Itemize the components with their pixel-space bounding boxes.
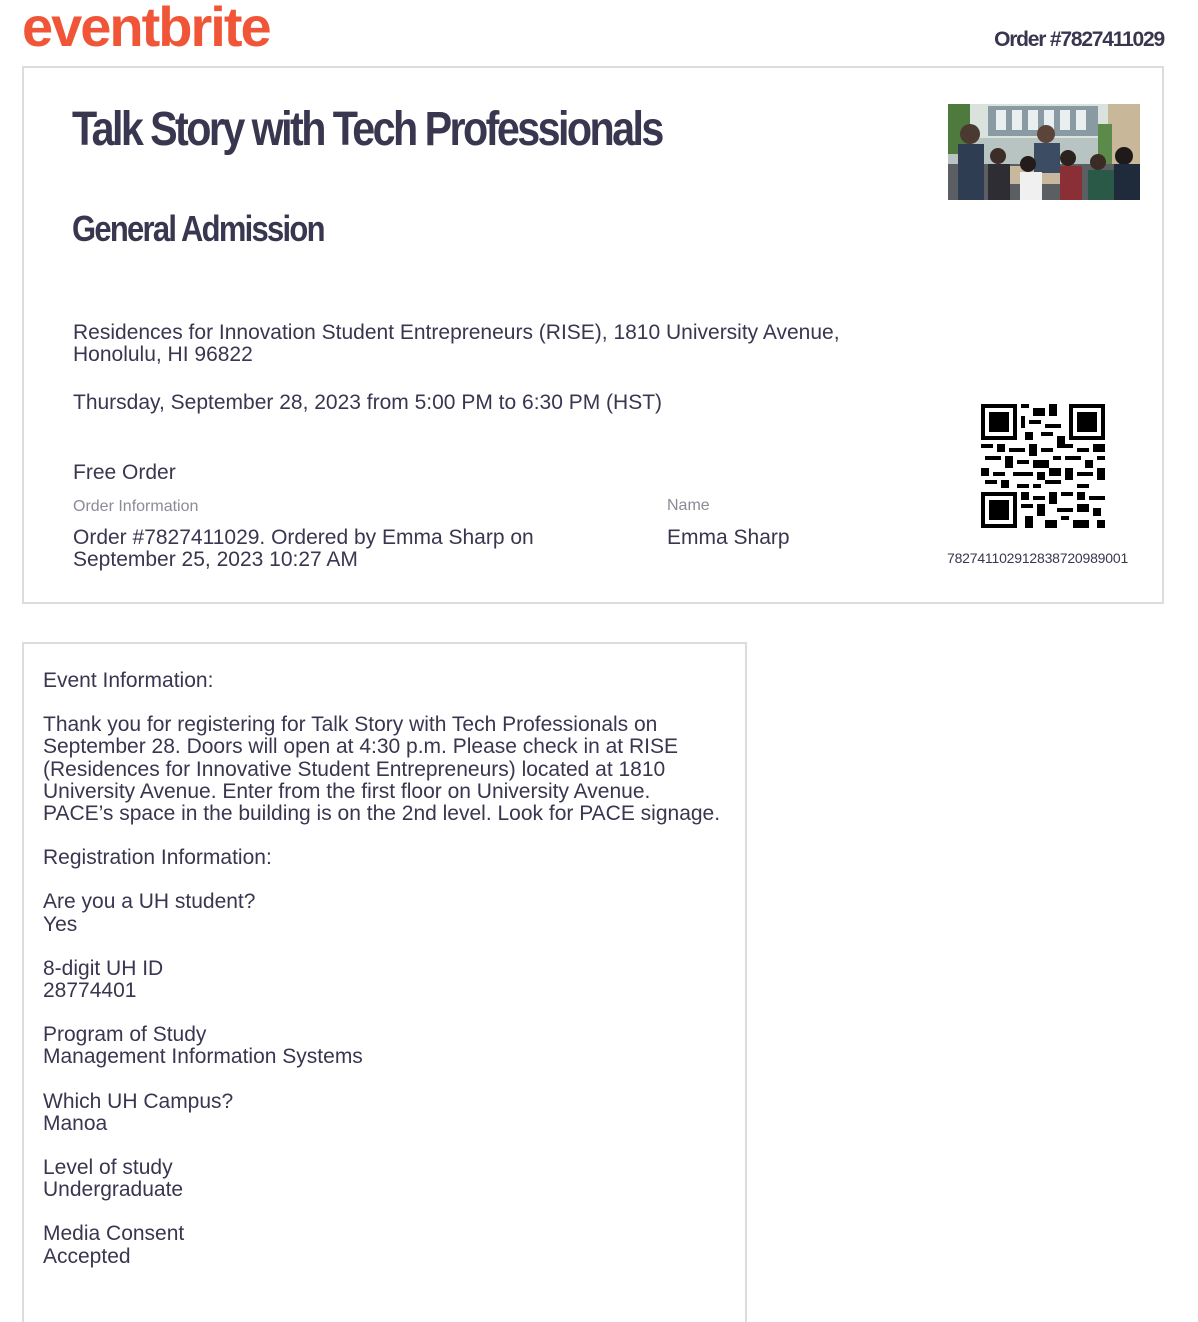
registration-answer: 28774401 bbox=[43, 979, 137, 1003]
registration-item bbox=[43, 1024, 723, 1068]
qr-code-icon bbox=[981, 404, 1105, 528]
registration-answer: Undergraduate bbox=[43, 1178, 184, 1202]
registration-item bbox=[43, 1091, 723, 1135]
ticket-card bbox=[22, 66, 1164, 604]
header-order-number: Order #7827411029 bbox=[994, 28, 1164, 51]
attendee-name: Emma Sharp bbox=[667, 526, 790, 549]
event-info-heading: Event Information: bbox=[43, 669, 214, 692]
event-title: Talk Story with Tech Professionals bbox=[72, 103, 662, 156]
registration-answer: Manoa bbox=[43, 1111, 108, 1135]
event-information-panel bbox=[22, 642, 747, 1322]
registration-item bbox=[43, 1223, 723, 1267]
event-address: Residences for Innovation Student Entrepreneurs (RISE), 1810 University Avenue, Honolulu, HI 96822 bbox=[73, 321, 840, 366]
eventbrite-logo[interactable]: eventbrite bbox=[22, 0, 270, 58]
order-type: Free Order bbox=[73, 461, 176, 484]
registration-question: Program of Study bbox=[43, 1023, 207, 1047]
name-label: Name bbox=[667, 497, 710, 514]
event-datetime: Thursday, September 28, 2023 from 5:00 PM to 6:30 PM (HST) bbox=[73, 391, 663, 414]
order-info-text: Order #7827411029. Ordered by Emma Sharp on September 25, 2023 10:27 AM bbox=[73, 526, 534, 571]
registration-item bbox=[43, 891, 723, 935]
registration-question: Are you a UH student? bbox=[43, 890, 256, 914]
event-photo-icon bbox=[948, 104, 1140, 200]
registration-item bbox=[43, 958, 723, 1002]
registration-question: 8-digit UH ID bbox=[43, 956, 164, 980]
ticket-type: General Admission bbox=[72, 208, 324, 249]
order-info-label: Order Information bbox=[73, 498, 199, 515]
registration-question: Media Consent bbox=[43, 1222, 185, 1246]
barcode-number: 782741102912838720989001 bbox=[947, 550, 1129, 566]
registration-item bbox=[43, 1157, 723, 1201]
registration-question: Which UH Campus? bbox=[43, 1089, 234, 1113]
registration-answer: Accepted bbox=[43, 1244, 131, 1268]
event-description: Thank you for registering for Talk Story with Tech Professionals on September 28. Doors will open at 4:30 p.m. Please check in at RISE (Residences for Innovative Student Entrepreneurs) located at 1810 University Avenue. Enter from the first floor on University Avenue. PACE’s space in the building is on the 2nd level. Look for PACE signage. bbox=[43, 713, 721, 826]
registration-answer: Management Information Systems bbox=[43, 1045, 363, 1069]
registration-heading: Registration Information: bbox=[43, 846, 272, 870]
registration-question: Level of study bbox=[43, 1156, 173, 1180]
registration-answer: Yes bbox=[43, 912, 78, 936]
